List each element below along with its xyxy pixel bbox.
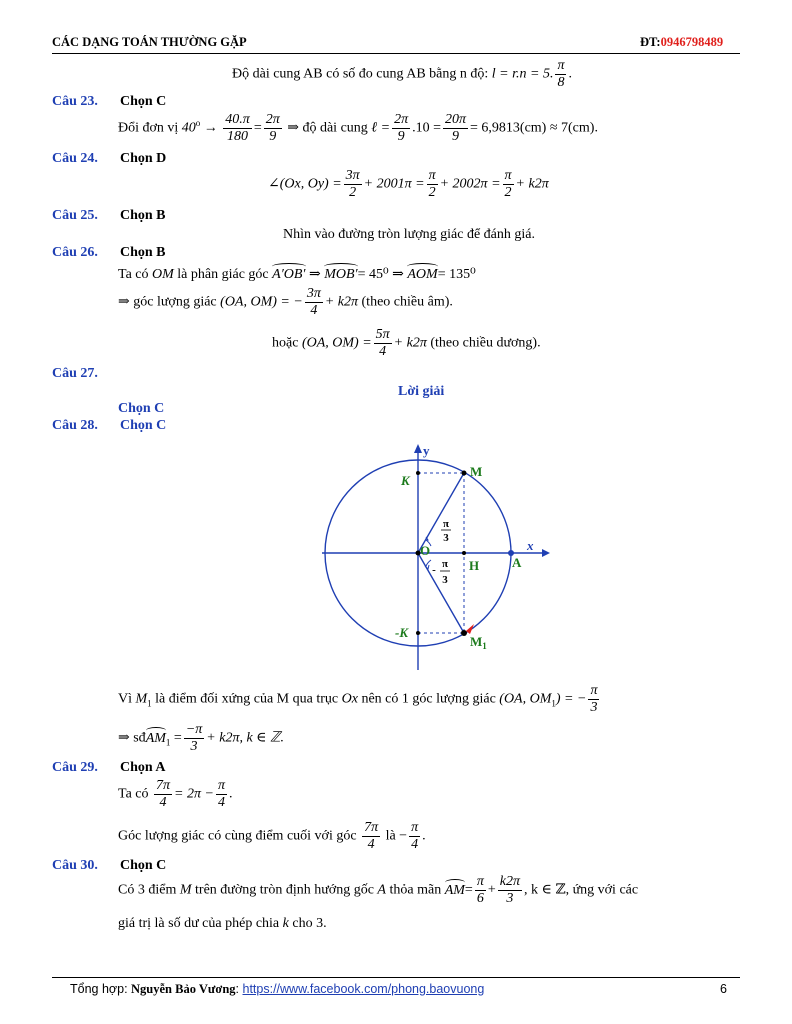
header-title: CÁC DẠNG TOÁN THƯỜNG GẶP (52, 35, 247, 49)
header-phone-number: 0946798489 (660, 35, 724, 49)
label-k: K (401, 473, 410, 488)
label-y: y (423, 443, 430, 458)
unit-circle-figure (300, 440, 560, 674)
q29-choice: Chọn A (120, 760, 166, 775)
y-axis-arrow-icon (414, 444, 422, 453)
q28-number: Câu 28. (52, 418, 98, 433)
q24-choice: Chọn D (120, 151, 167, 166)
q30-line1: Có 3 điểm M trên đường tròn định hướng gốc A thỏa mãn AM= $\frac{\pi}{6}$ + $\frac{k2\pi}{3}$ , k ∈ ℤ, ứng với các (118, 874, 639, 906)
label-h: H (469, 558, 480, 573)
footer-prefix: Tổng hợp: (70, 982, 128, 996)
q27-number: Câu 27. (52, 366, 98, 381)
q30-choice: Chọn C (120, 858, 167, 873)
page-number: 6 (720, 982, 727, 996)
angle2-label-num: π (441, 558, 449, 570)
q24-number: Câu 24. (52, 151, 98, 166)
q27-choice: Chọn C (118, 401, 165, 416)
q23-line: Đổi đơn vị 40$^o$ → $\frac{40.\pi}{180}$ = $\frac{2\pi}{9}$ ⇒ độ dài cung ℓ = $\frac{2\pi}{9}$ .10 = $\frac{20\pi}{9}$ = 6,9813(cm) ≈ 7(cm). (118, 112, 598, 144)
facebook-link[interactable]: https://www.facebook.com/phong.baovuong (242, 982, 485, 996)
q29-line2: Góc lượng giác có cùng điểm cuối với góc $\frac{7\pi}{4}$ là − $\frac{\pi}{4}$ . (118, 820, 426, 852)
q26-choice: Chọn B (120, 245, 166, 260)
q26-line2: ⇒ góc lượng giác (OA, OM) = − $\frac{3\pi}{4}$ + k2π (theo chiều âm). (118, 286, 453, 318)
intro-line: Độ dài cung AB có số đo cung AB bằng n độ: l = r.n = 5. $\frac{\pi}{8}$ . (232, 58, 572, 90)
q26-number: Câu 26. (52, 245, 98, 260)
footer-author: Nguyễn Bảo Vương (131, 982, 236, 996)
q24-formula: ∠(Ox, Oy) = $\frac{3\pi}{2}$ + 2001π = $\frac{\pi}{2}$ + 2002π = $\frac{\pi}{2}$ + k2π (268, 168, 549, 200)
q28-line1: Vì $M_1$ là điểm đối xứng của M qua trục Ox nên có 1 góc lượng giác (OA, $OM_1$) = − $\frac{\pi}{3}$ (118, 683, 598, 715)
q28-choice: Chọn C (120, 418, 167, 433)
q27-solution-label: Lời giải (398, 384, 445, 399)
point-m1 (461, 630, 467, 636)
label-m1: $M_1$ (470, 634, 487, 651)
point-m (462, 471, 467, 476)
point-negk (416, 631, 420, 635)
header-phone (640, 35, 723, 50)
q23-number: Câu 23. (52, 94, 98, 109)
intro-fraction: $\frac{\pi}{8}$ (557, 58, 565, 90)
q23-choice: Chọn C (120, 94, 167, 109)
footer-rule (52, 977, 740, 978)
label-a: A (512, 555, 522, 570)
q29-number: Câu 29. (52, 760, 98, 775)
q26-line1: Ta có OM là phân giác góc A′OB′ ⇒ MOB′= 45⁰ ⇒ AOM= 135⁰ (118, 267, 476, 282)
angle2-sign: - (432, 564, 436, 576)
angle-label-num: π (442, 518, 450, 530)
point-h (462, 551, 466, 555)
header-rule (52, 53, 740, 54)
footer: Tổng hợp: Nguyễn Bảo Vương: https://www.facebook.com/phong.baovuong (70, 982, 485, 996)
angle-label-den: 3 (443, 532, 449, 544)
q25-choice: Chọn B (120, 208, 166, 223)
q30-number: Câu 30. (52, 858, 98, 873)
q25-text: Nhìn vào đường tròn lượng giác để đánh giá. (283, 227, 535, 242)
q28-line2: ⇒ sđAM$_1$ = $\frac{-\pi}{3}$ + k2π, k ∈ ℤ. (118, 722, 284, 754)
point-k (416, 471, 420, 475)
label-o: O (420, 543, 431, 558)
header-phone-label: ĐT: (640, 35, 661, 49)
radius-om (418, 473, 464, 553)
q26-line3: hoặc (OA, OM) = $\frac{5\pi}{4}$ + k2π (theo chiều dương). (272, 327, 541, 359)
label-x: x (527, 538, 534, 553)
intro-formula: l = r.n = 5. (491, 66, 554, 82)
angle2-label-den: 3 (442, 574, 448, 586)
q25-number: Câu 25. (52, 208, 98, 223)
x-axis-arrow-icon (542, 549, 550, 557)
label-m: M (470, 464, 483, 479)
q29-line1: Ta có $\frac{7\pi}{4}$ = 2π − $\frac{\pi}{4}$ . (118, 778, 233, 810)
intro-text: Độ dài cung AB có số đo cung AB bằng n độ: (232, 66, 489, 82)
label-negk: -K (395, 625, 408, 640)
q30-line2: giá trị là số dư của phép chia k cho 3. (118, 916, 327, 931)
